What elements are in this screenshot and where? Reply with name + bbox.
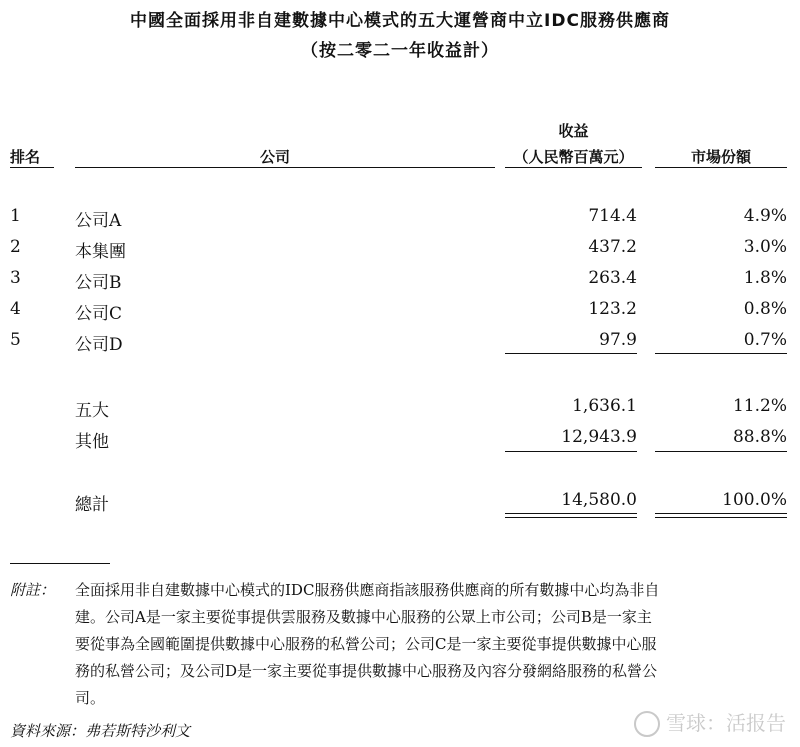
subtotal-share: 11.2% bbox=[732, 396, 787, 416]
subtotal-label: 五大 bbox=[75, 401, 109, 421]
subtotal-label: 其他 bbox=[75, 432, 109, 452]
header-revenue-title: 收益 bbox=[558, 122, 589, 140]
footnote-line: 務的私營公司；及公司D是一家主要從事提供數據中心服務及內容分發網絡服務的私營公 bbox=[75, 662, 658, 680]
subtotal-rule-revenue bbox=[505, 353, 637, 354]
total-label: 總計 bbox=[75, 495, 109, 515]
row-revenue: 714.4 bbox=[588, 206, 637, 226]
total-double-rule-share bbox=[655, 513, 787, 518]
header-rank: 排名 bbox=[10, 148, 41, 166]
subtotal-rule-share bbox=[655, 353, 787, 354]
row-company: 公司B bbox=[75, 273, 122, 293]
footnote-divider bbox=[10, 563, 110, 564]
row-company: 本集團 bbox=[75, 242, 126, 262]
row-rank: 2 bbox=[10, 237, 21, 257]
header-revenue-unit: （人民幣百萬元） bbox=[513, 148, 634, 166]
row-rank: 3 bbox=[10, 268, 21, 288]
row-company: 公司C bbox=[75, 304, 123, 324]
row-rank: 5 bbox=[10, 330, 21, 350]
header-rule-rank bbox=[10, 167, 54, 168]
header-company: 公司 bbox=[260, 148, 291, 166]
total-double-rule-revenue bbox=[505, 513, 637, 518]
watermark bbox=[634, 707, 786, 738]
total-revenue: 14,580.0 bbox=[561, 490, 637, 510]
row-revenue: 97.9 bbox=[599, 330, 637, 350]
total-rule-revenue bbox=[505, 451, 637, 452]
watermark-text: 雪球：活报告 bbox=[666, 710, 786, 735]
row-share: 0.7% bbox=[743, 330, 787, 350]
row-revenue: 123.2 bbox=[588, 299, 637, 319]
header-share: 市場份額 bbox=[690, 148, 751, 166]
row-rank: 4 bbox=[10, 299, 21, 319]
row-company: 公司A bbox=[75, 211, 122, 231]
table-title: 中國全面採用非自建數據中心模式的五大運營商中立IDC服務供應商 bbox=[130, 11, 670, 31]
subtotal-revenue: 1,636.1 bbox=[572, 396, 637, 416]
total-share: 100.0% bbox=[722, 490, 787, 510]
table-subtitle: （按二零二一年收益計） bbox=[301, 41, 499, 61]
total-rule-share bbox=[655, 451, 787, 452]
footnote-line: 要從事為全國範圍提供數據中心服務的私營公司；公司C是一家主要從事提供數據中心服 bbox=[75, 635, 657, 653]
footnote-text bbox=[75, 577, 790, 712]
footnote-line: 全面採用非自建數據中心模式的IDC服務供應商指該服務供應商的所有數據中心均為非自 bbox=[75, 581, 660, 599]
row-revenue: 437.2 bbox=[588, 237, 637, 257]
header-rule-share bbox=[655, 167, 787, 168]
row-revenue: 263.4 bbox=[588, 268, 637, 288]
subtotal-revenue: 12,943.9 bbox=[561, 427, 637, 447]
header-rule-company bbox=[75, 167, 495, 168]
row-share: 0.8% bbox=[743, 299, 787, 319]
footnote-label: 附註： bbox=[10, 581, 56, 599]
row-share: 1.8% bbox=[743, 268, 787, 288]
row-share: 3.0% bbox=[743, 237, 787, 257]
source-note: 資料來源：弗若斯特沙利文 bbox=[10, 722, 191, 740]
header-rule-revenue bbox=[505, 167, 642, 168]
row-share: 4.9% bbox=[743, 206, 787, 226]
row-company: 公司D bbox=[75, 335, 123, 355]
row-rank: 1 bbox=[10, 206, 21, 226]
snowball-logo-icon bbox=[634, 711, 660, 737]
footnote-line: 司。 bbox=[75, 689, 106, 707]
subtotal-share: 88.8% bbox=[732, 427, 787, 447]
footnote-line: 建。公司A是一家主要從事提供雲服務及數據中心服務的公眾上市公司；公司B是一家主 bbox=[75, 608, 652, 626]
